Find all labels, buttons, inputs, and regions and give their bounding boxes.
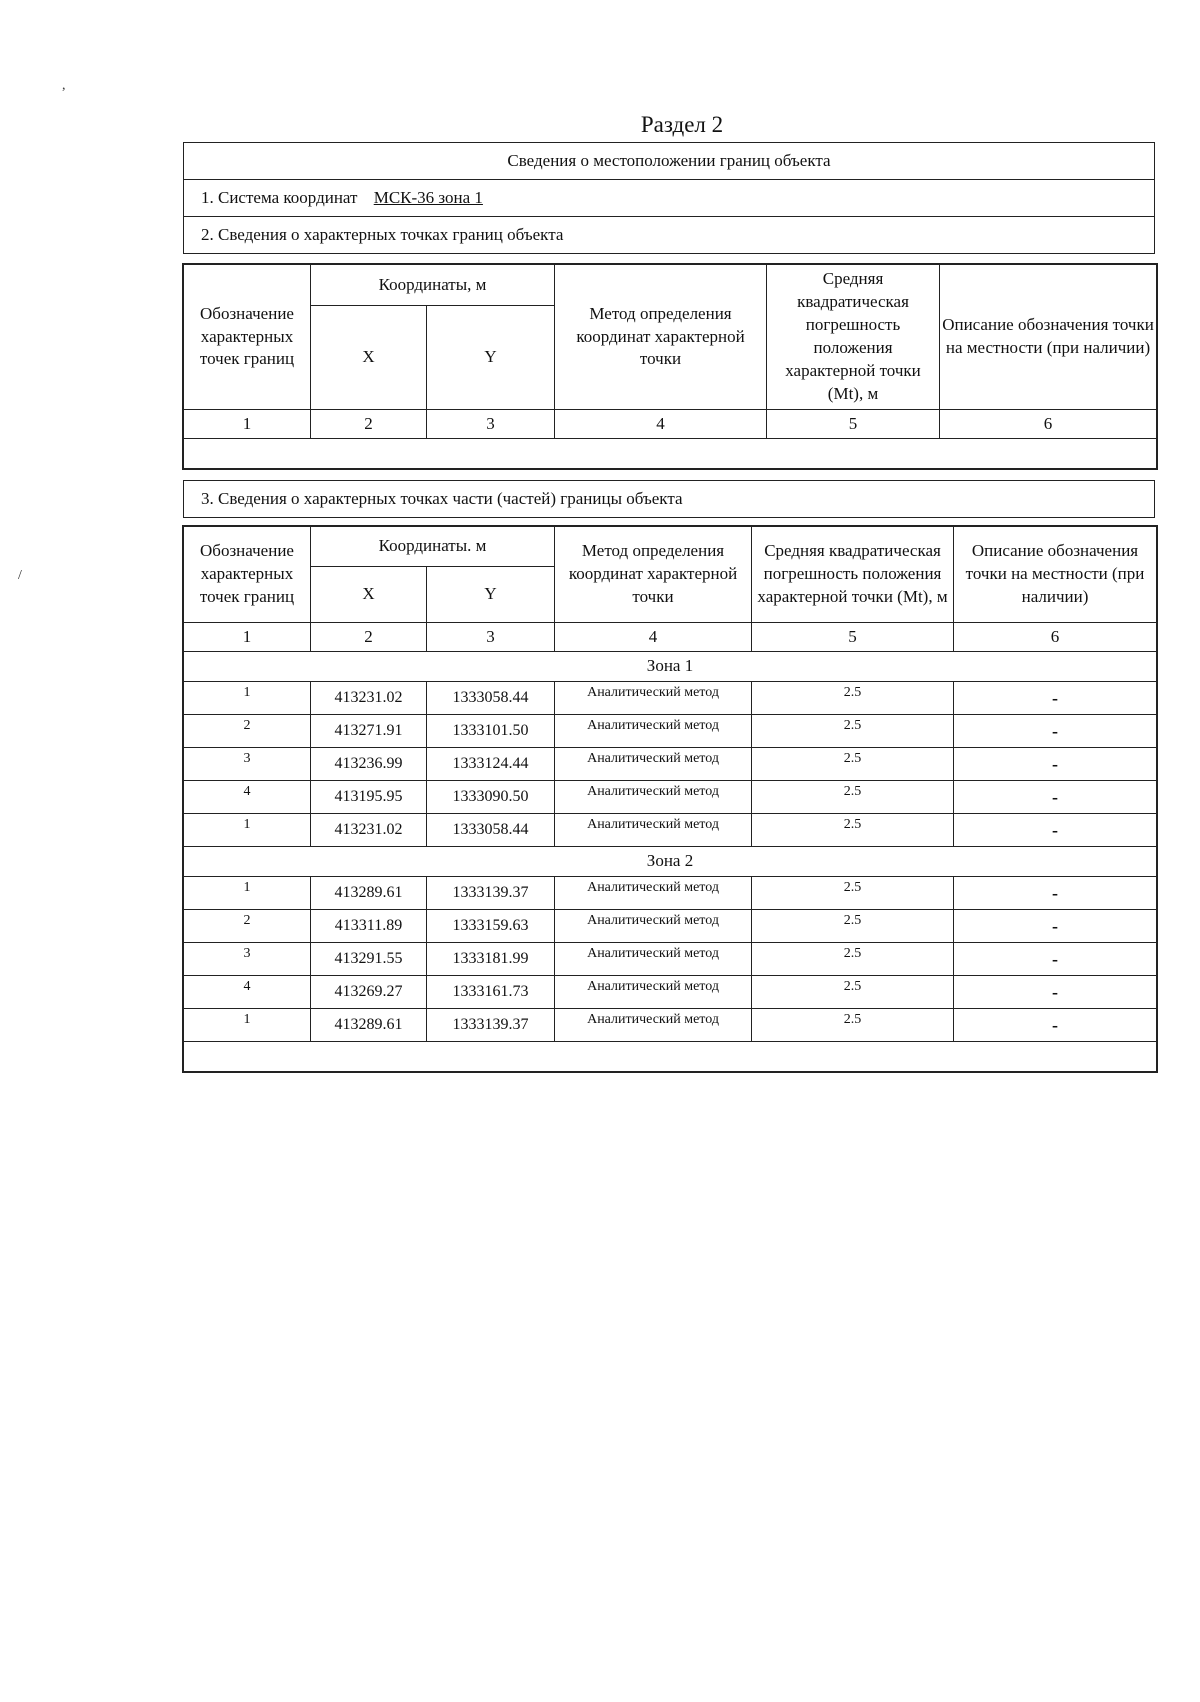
point-designation: 1 bbox=[184, 877, 311, 910]
part-points-table bbox=[183, 526, 1157, 1072]
method-cell: Аналитический метод bbox=[555, 976, 752, 1009]
section-title: Раздел 2 bbox=[640, 112, 724, 137]
scan-speck: , bbox=[62, 78, 66, 93]
method-cell: Аналитический метод bbox=[555, 1009, 752, 1042]
empty-cell bbox=[184, 1042, 1157, 1072]
x-coordinate: 413231.02 bbox=[311, 682, 427, 715]
table-row bbox=[184, 943, 1157, 976]
mt-error-cell: 2.5 bbox=[752, 976, 954, 1009]
mt-error-cell: 2.5 bbox=[752, 814, 954, 847]
column-number-row bbox=[184, 623, 1157, 652]
col-method-header: Метод определения координат характерной точки bbox=[555, 527, 752, 623]
column-number: 1 bbox=[184, 623, 311, 652]
points-heading: 2. Сведения о характерных точках границ объекта bbox=[201, 225, 564, 244]
column-number: 3 bbox=[427, 623, 555, 652]
zones-body bbox=[184, 652, 1157, 1042]
table-row bbox=[184, 814, 1157, 847]
description-cell: - bbox=[954, 943, 1157, 976]
table-row bbox=[184, 682, 1157, 715]
table-row bbox=[184, 781, 1157, 814]
zone-header-row bbox=[184, 847, 1157, 877]
empty-row bbox=[184, 1042, 1157, 1072]
col-y-header: Y bbox=[427, 567, 555, 623]
description-cell: - bbox=[954, 781, 1157, 814]
description-cell: - bbox=[954, 814, 1157, 847]
description-cell: - bbox=[954, 976, 1157, 1009]
point-designation: 3 bbox=[184, 748, 311, 781]
mt-error-cell: 2.5 bbox=[752, 781, 954, 814]
location-heading: Сведения о местоположении границ объекта bbox=[184, 143, 1154, 180]
coord-system-label: 1. Система координат bbox=[201, 188, 358, 207]
x-coordinate: 413289.61 bbox=[311, 1009, 427, 1042]
method-cell: Аналитический метод bbox=[555, 910, 752, 943]
y-coordinate: 1333090.50 bbox=[427, 781, 555, 814]
y-coordinate: 1333058.44 bbox=[427, 682, 555, 715]
y-coordinate: 1333181.99 bbox=[427, 943, 555, 976]
col-x-header: X bbox=[311, 306, 427, 410]
col-description-header: Описание обозначения точки на местности (при наличии) bbox=[940, 265, 1157, 410]
coord-system-row bbox=[184, 180, 1154, 217]
point-designation: 1 bbox=[184, 1009, 311, 1042]
x-coordinate: 413289.61 bbox=[311, 877, 427, 910]
y-coordinate: 1333161.73 bbox=[427, 976, 555, 1009]
part-points-box bbox=[183, 480, 1155, 518]
column-number: 1 bbox=[184, 410, 311, 439]
point-designation: 4 bbox=[184, 781, 311, 814]
description-cell: - bbox=[954, 1009, 1157, 1042]
x-coordinate: 413195.95 bbox=[311, 781, 427, 814]
zone-header-row bbox=[184, 652, 1157, 682]
point-designation: 1 bbox=[184, 682, 311, 715]
y-coordinate: 1333159.63 bbox=[427, 910, 555, 943]
table-row bbox=[184, 1009, 1157, 1042]
x-coordinate: 413231.02 bbox=[311, 814, 427, 847]
table-row bbox=[184, 976, 1157, 1009]
mt-error-cell: 2.5 bbox=[752, 715, 954, 748]
table-row bbox=[184, 748, 1157, 781]
empty-row bbox=[184, 439, 1157, 469]
col-y-header: Y bbox=[427, 306, 555, 410]
point-designation: 1 bbox=[184, 814, 311, 847]
method-cell: Аналитический метод bbox=[555, 715, 752, 748]
point-designation: 2 bbox=[184, 910, 311, 943]
column-number: 5 bbox=[752, 623, 954, 652]
location-info-box bbox=[183, 142, 1155, 254]
col-error-header: Средняя квадратическая погрешность положения характерной точки (Mt), м bbox=[752, 527, 954, 623]
y-coordinate: 1333058.44 bbox=[427, 814, 555, 847]
coord-system-value: МСК-36 зона 1 bbox=[373, 188, 483, 207]
column-number: 5 bbox=[767, 410, 940, 439]
empty-cell bbox=[184, 439, 1157, 469]
description-cell: - bbox=[954, 877, 1157, 910]
mt-error-cell: 2.5 bbox=[752, 877, 954, 910]
x-coordinate: 413236.99 bbox=[311, 748, 427, 781]
col-coords-header: Координаты, м bbox=[311, 265, 555, 306]
column-number-row bbox=[184, 410, 1157, 439]
part-points-heading: 3. Сведения о характерных точках части (частей) границы объекта bbox=[201, 489, 683, 508]
col-x-header: X bbox=[311, 567, 427, 623]
col-designation-header: Обозначение характерных точек границ bbox=[184, 265, 311, 410]
x-coordinate: 413291.55 bbox=[311, 943, 427, 976]
zone-name: Зона 2 bbox=[184, 847, 1157, 877]
description-cell: - bbox=[954, 682, 1157, 715]
table-row bbox=[184, 910, 1157, 943]
col-coords-header: Координаты. м bbox=[311, 527, 555, 567]
method-cell: Аналитический метод bbox=[555, 748, 752, 781]
mt-error-cell: 2.5 bbox=[752, 910, 954, 943]
method-cell: Аналитический метод bbox=[555, 814, 752, 847]
mt-error-cell: 2.5 bbox=[752, 1009, 954, 1042]
col-method-header: Метод определения координат характерной точки bbox=[555, 265, 767, 410]
y-coordinate: 1333124.44 bbox=[427, 748, 555, 781]
point-designation: 2 bbox=[184, 715, 311, 748]
x-coordinate: 413269.27 bbox=[311, 976, 427, 1009]
column-number: 4 bbox=[555, 623, 752, 652]
column-number: 3 bbox=[427, 410, 555, 439]
description-cell: - bbox=[954, 910, 1157, 943]
column-number: 2 bbox=[311, 410, 427, 439]
column-number: 6 bbox=[954, 623, 1157, 652]
mt-error-cell: 2.5 bbox=[752, 682, 954, 715]
y-coordinate: 1333139.37 bbox=[427, 877, 555, 910]
mt-error-cell: 2.5 bbox=[752, 748, 954, 781]
description-cell: - bbox=[954, 715, 1157, 748]
scan-speck: / bbox=[18, 568, 22, 583]
col-description-header: Описание обозначения точки на местности (при наличии) bbox=[954, 527, 1157, 623]
y-coordinate: 1333101.50 bbox=[427, 715, 555, 748]
boundary-points-table bbox=[183, 264, 1157, 469]
y-coordinate: 1333139.37 bbox=[427, 1009, 555, 1042]
method-cell: Аналитический метод bbox=[555, 781, 752, 814]
table-row bbox=[184, 715, 1157, 748]
method-cell: Аналитический метод bbox=[555, 682, 752, 715]
mt-error-cell: 2.5 bbox=[752, 943, 954, 976]
table-row bbox=[184, 877, 1157, 910]
column-number: 4 bbox=[555, 410, 767, 439]
zone-name: Зона 1 bbox=[184, 652, 1157, 682]
x-coordinate: 413271.91 bbox=[311, 715, 427, 748]
column-number: 6 bbox=[940, 410, 1157, 439]
x-coordinate: 413311.89 bbox=[311, 910, 427, 943]
column-number: 2 bbox=[311, 623, 427, 652]
method-cell: Аналитический метод bbox=[555, 877, 752, 910]
col-designation-header: Обозначение характерных точек границ bbox=[184, 527, 311, 623]
description-cell: - bbox=[954, 748, 1157, 781]
method-cell: Аналитический метод bbox=[555, 943, 752, 976]
point-designation: 4 bbox=[184, 976, 311, 1009]
col-error-header: Средняя квадратическая погрешность положения характерной точки (Mt), м bbox=[767, 265, 940, 410]
point-designation: 3 bbox=[184, 943, 311, 976]
